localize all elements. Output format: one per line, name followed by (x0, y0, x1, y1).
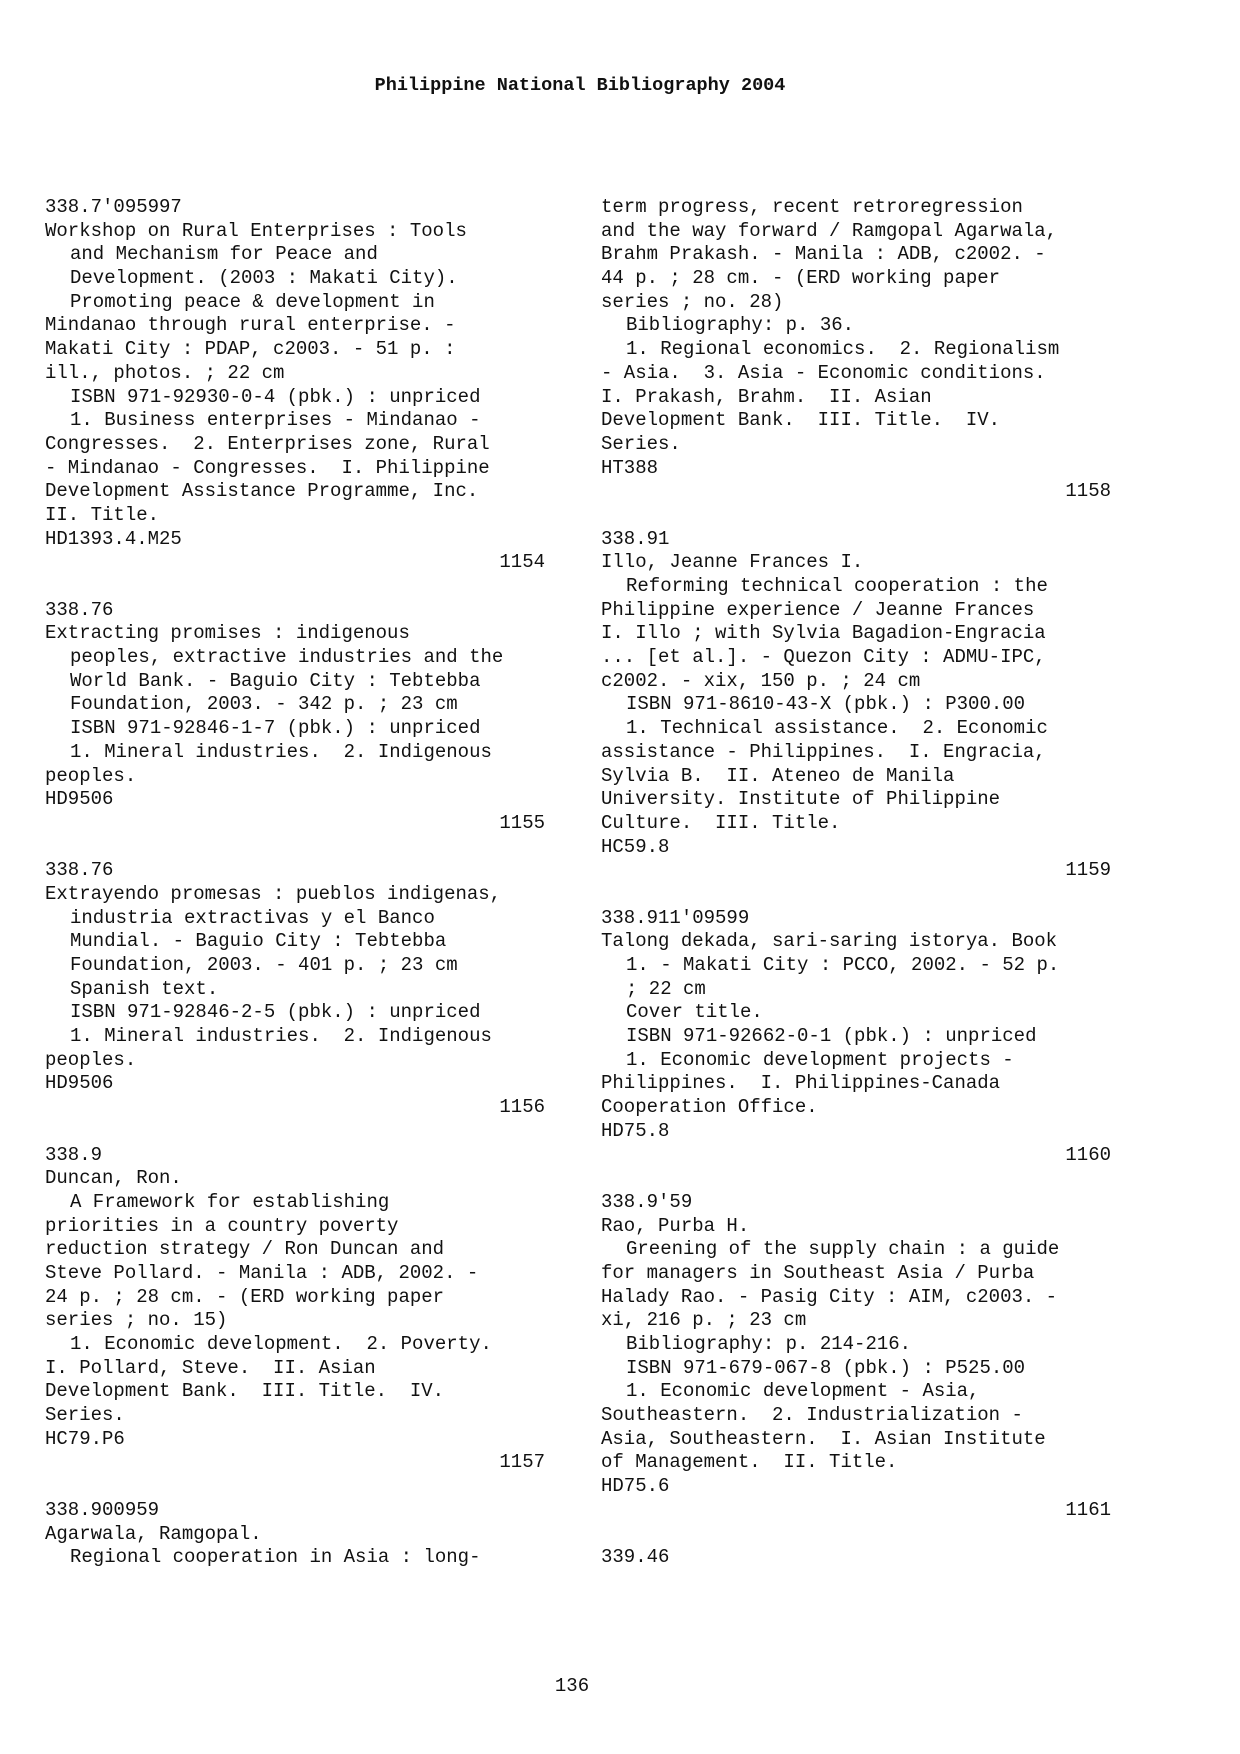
bibliography-line: 1. Business enterprises - Mindanao - (70, 409, 481, 432)
bibliography-line: Bibliography: p. 214-216. (626, 1333, 912, 1355)
bibliography-line: 338.9 (45, 1143, 103, 1166)
bibliography-line: HD75.6 (601, 1475, 670, 1498)
bibliography-line: ... [et al.]. - Quezon City : ADMU-IPC, (601, 646, 1046, 669)
bibliography-line: I. Pollard, Steve. II. Asian (45, 1356, 376, 1379)
bibliography-line: for managers in Southeast Asia / Purba (601, 1261, 1035, 1284)
bibliography-line: Agarwala, Ramgopal. (45, 1522, 262, 1545)
right-column (601, 196, 1111, 1570)
bibliography-line: Rao, Purba H. (601, 1214, 750, 1237)
bibliography-line: Sylvia B. II. Ateneo de Manila (601, 764, 955, 787)
bibliography-line: 1. Mineral industries. 2. Indigenous (70, 1025, 492, 1048)
bibliography-line: industria extractivas y el Banco (70, 906, 435, 929)
bibliography-line: I. Prakash, Brahm. II. Asian (601, 385, 932, 408)
bibliography-line: HD1393.4.M25 (45, 527, 182, 550)
bibliography-line: 1. Economic development projects - (626, 1048, 1014, 1071)
bibliography-line: series ; no. 15) (45, 1309, 228, 1332)
bibliography-line: 338.9'59 (601, 1190, 693, 1213)
bibliography-line: and Mechanism for Peace and (70, 243, 378, 266)
bibliography-line: I. Illo ; with Sylvia Bagadion-Engracia (601, 622, 1046, 645)
bibliography-line: c2002. - xix, 150 p. ; 24 cm (601, 669, 921, 692)
bibliography-line: HC59.8 (601, 835, 670, 858)
bibliography-line: Steve Pollard. - Manila : ADB, 2002. - (45, 1261, 479, 1284)
bibliography-line: 1. - Makati City : PCCO, 2002. - 52 p. (626, 954, 1060, 976)
bibliography-line: priorities in a country poverty (45, 1214, 399, 1237)
bibliography-line: Cover title. (626, 1001, 763, 1024)
bibliography-line: Philippine experience / Jeanne Frances (601, 598, 1035, 621)
bibliography-line: ISBN 971-679-067-8 (pbk.) : P525.00 (626, 1356, 1026, 1379)
bibliography-line: Development. (2003 : Makati City). (70, 267, 458, 290)
bibliography-line: Philippines. I. Philippines-Canada (601, 1072, 1001, 1095)
bibliography-line: ISBN 971-92846-2-5 (pbk.) : unpriced (70, 1001, 481, 1024)
bibliography-line: ISBN 971-8610-43-X (pbk.) : P300.00 (626, 693, 1026, 716)
bibliography-line: II. Title. (45, 503, 160, 526)
bibliography-line: Development Bank. III. Title. IV. (601, 409, 1001, 432)
entry-number: 1161 (1065, 1498, 1111, 1521)
bibliography-line: HC79.P6 (45, 1427, 125, 1450)
bibliography-line: 1. Technical assistance. 2. Economic (626, 717, 1048, 740)
blank-line (601, 1523, 1111, 1547)
bibliography-line: 339.46 (601, 1546, 670, 1569)
bibliography-line: 338.76 (45, 598, 114, 621)
bibliography-line: ISBN 971-92662-0-1 (pbk.) : unpriced (626, 1025, 1037, 1048)
bibliography-line: 1. Economic development - Asia, (626, 1380, 980, 1403)
bibliography-line: Foundation, 2003. - 342 p. ; 23 cm (70, 693, 458, 716)
bibliography-line: 338.76 (45, 859, 114, 882)
bibliography-line: xi, 216 p. ; 23 cm (601, 1309, 807, 1332)
blank-line (601, 504, 1111, 528)
bibliography-line: Development Bank. III. Title. IV. (45, 1380, 445, 1403)
bibliography-line: Series. (45, 1404, 125, 1427)
bibliography-line: Series. (601, 432, 681, 455)
bibliography-line: Halady Rao. - Pasig City : AIM, c2003. - (601, 1285, 1058, 1308)
bibliography-line: World Bank. - Baguio City : Tebtebba (70, 669, 481, 692)
entry-number: 1160 (1065, 1143, 1111, 1166)
bibliography-line: Foundation, 2003. - 401 p. ; 23 cm (70, 954, 458, 976)
bibliography-line: term progress, recent retroregression (601, 196, 1023, 218)
bibliography-line: ISBN 971-92930-0-4 (pbk.) : unpriced (70, 385, 481, 408)
bibliography-line: Reforming technical cooperation : the (626, 575, 1048, 597)
entry-number: 1156 (499, 1096, 545, 1119)
left-column (45, 196, 545, 1570)
bibliography-line: series ; no. 28) (601, 290, 784, 313)
bibliography-line: 1. Regional economics. 2. Regionalism (626, 338, 1060, 361)
bibliography-line: HD75.8 (601, 1119, 670, 1142)
bibliography-line: 1. Mineral industries. 2. Indigenous (70, 740, 492, 763)
bibliography-line: 44 p. ; 28 cm. - (ERD working paper (601, 267, 1001, 290)
bibliography-line: Extracting promises : indigenous (45, 622, 410, 645)
entry-number: 1158 (1065, 480, 1111, 503)
bibliography-line: of Management. II. Title. (601, 1451, 898, 1474)
bibliography-line: Greening of the supply chain : a guide (626, 1238, 1060, 1261)
bibliography-line: A Framework for establishing (70, 1190, 390, 1213)
bibliography-line: reduction strategy / Ron Duncan and (45, 1238, 445, 1261)
bibliography-line: University. Institute of Philippine (601, 788, 1001, 811)
bibliography-line: 338.7'095997 (45, 196, 182, 218)
bibliography-line: 338.900959 (45, 1498, 160, 1521)
bibliography-line: Promoting peace & development in (70, 290, 435, 313)
bibliography-line: Regional cooperation in Asia : long- (70, 1546, 481, 1569)
bibliography-line: 1. Economic development. 2. Poverty. (70, 1333, 492, 1355)
entry-number: 1157 (499, 1451, 545, 1474)
bibliography-line: - Asia. 3. Asia - Economic conditions. (601, 361, 1046, 384)
bibliography-line: Workshop on Rural Enterprises : Tools (45, 219, 467, 242)
page-title: Philippine National Bibliography 2004 (374, 75, 786, 96)
bibliography-line: Cooperation Office. (601, 1096, 818, 1119)
bibliography-line: Spanish text. (70, 977, 219, 1000)
blank-line (601, 1167, 1111, 1191)
blank-line (45, 1475, 545, 1499)
bibliography-line: Extrayendo promesas : pueblos indigenas, (45, 882, 502, 905)
bibliography-line: Mundial. - Baguio City : Tebtebba (70, 930, 447, 953)
bibliography-line: Asia, Southeastern. I. Asian Institute (601, 1427, 1046, 1450)
bibliography-line: Brahm Prakash. - Manila : ADB, c2002. - (601, 243, 1046, 266)
bibliography-line: Mindanao through rural enterprise. - (45, 314, 456, 337)
bibliography-line: - Mindanao - Congresses. I. Philippine (45, 456, 490, 479)
bibliography-line: 338.91 (601, 527, 670, 550)
blank-line (45, 1120, 545, 1144)
bibliography-line: ill., photos. ; 22 cm (45, 361, 285, 384)
bibliography-line: HT388 (601, 456, 659, 479)
bibliography-line: assistance - Philippines. I. Engracia, (601, 740, 1046, 763)
page-number: 136 (554, 1675, 590, 1697)
bibliography-line: and the way forward / Ramgopal Agarwala, (601, 219, 1058, 242)
blank-line (45, 836, 545, 860)
entry-number: 1159 (1065, 859, 1111, 882)
bibliography-line: HD9506 (45, 788, 114, 811)
entry-number: 1154 (499, 551, 545, 574)
blank-line (601, 883, 1111, 907)
bibliography-line: Congresses. 2. Enterprises zone, Rural (45, 432, 490, 455)
blank-line (45, 575, 545, 599)
bibliography-line: Talong dekada, sari-saring istorya. Book (601, 930, 1058, 953)
bibliography-line: Makati City : PDAP, c2003. - 51 p. : (45, 338, 456, 361)
bibliography-line: Development Assistance Programme, Inc. (45, 480, 479, 503)
bibliography-line: peoples. (45, 1048, 137, 1071)
bibliography-line: HD9506 (45, 1072, 114, 1095)
bibliography-line: Bibliography: p. 36. (626, 314, 855, 337)
bibliography-line: peoples, extractive industries and the (70, 646, 504, 669)
bibliography-line: Illo, Jeanne Frances I. (601, 551, 864, 574)
bibliography-line: Duncan, Ron. (45, 1167, 182, 1190)
entry-number: 1155 (499, 811, 545, 834)
bibliography-line: Southeastern. 2. Industrialization - (601, 1404, 1023, 1427)
bibliography-line: 338.911'09599 (601, 906, 750, 929)
bibliography-line: peoples. (45, 764, 137, 787)
bibliography-line: 24 p. ; 28 cm. - (ERD working paper (45, 1285, 445, 1308)
bibliography-line: Culture. III. Title. (601, 811, 841, 834)
bibliography-line: ISBN 971-92846-1-7 (pbk.) : unpriced (70, 717, 481, 740)
bibliography-line: ; 22 cm (626, 977, 706, 1000)
